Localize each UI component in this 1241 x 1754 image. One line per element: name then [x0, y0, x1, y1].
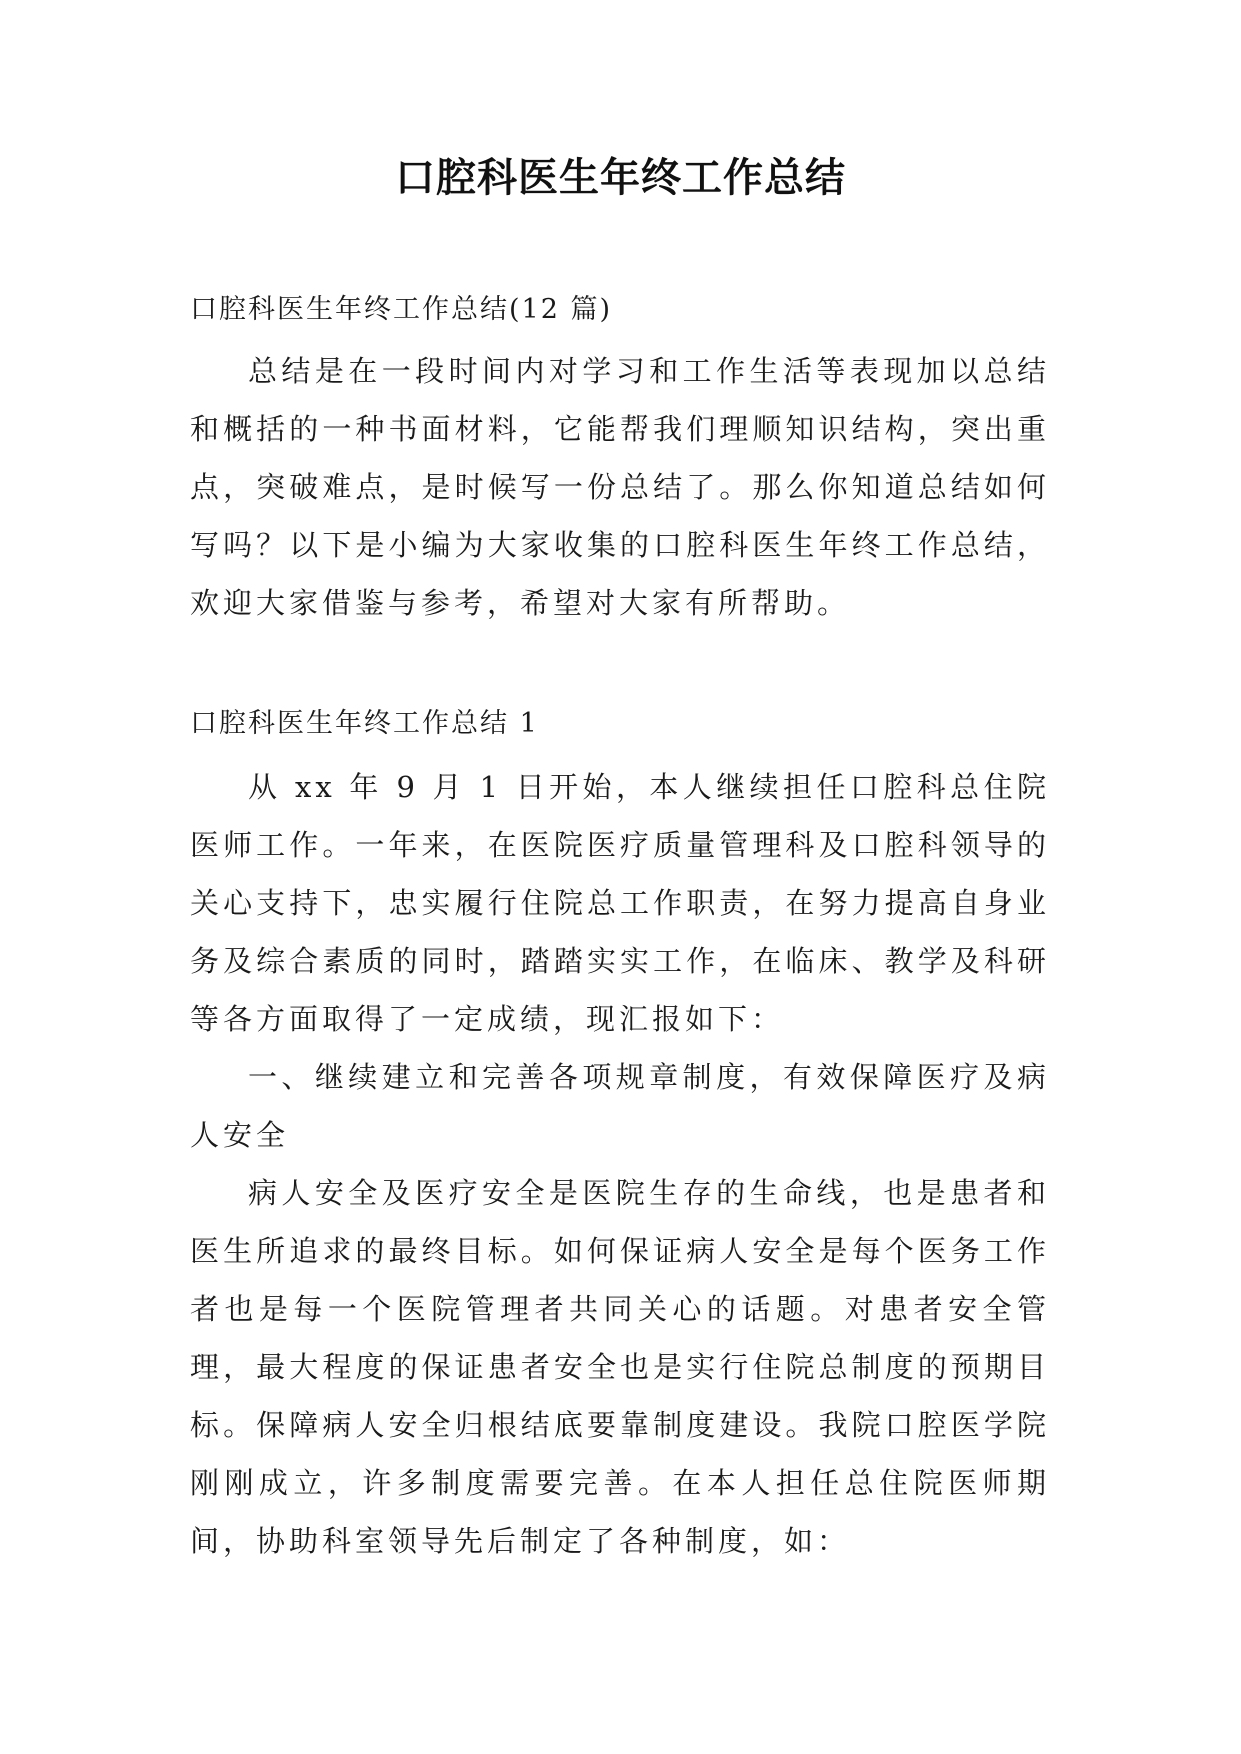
section-paragraph: 从 xx 年 9 月 1 日开始，本人继续担任口腔科总住院医师工作。一年来，在医院医疗质量管理科及口腔科领导的关心支持下，忠实履行住院总工作职责，在努力提高自身业务及综合素质的同时，踏踏实实工作，在临床、教学及科研等各方面取得了一定成绩，现汇报如下：	[190, 770, 1050, 1036]
intro-paragraph: 总结是在一段时间内对学习和工作生活等表现加以总结和概括的一种书面材料，它能帮我们理顺知识结构，突出重点，突破难点，是时候写一份总结了。那么你知道总结如何写吗？以下是小编为大家收集的口腔科医生年终工作总结，欢迎大家借鉴与参考，希望对大家有所帮助。	[190, 354, 1050, 620]
section-paragraph: 病人安全及医疗安全是医院生存的生命线，也是患者和医生所追求的最终目标。如何保证病人安全是每个医务工作者也是每一个医院管理者共同关心的话题。对患者安全管理，最大程度的保证患者安全也是实行住院总制度的预期目标。保障病人安全归根结底要靠制度建设。我院口腔医学院刚刚成立，许多制度需要完善。在本人担任总住院医师期间，协助科室领导先后制定了各种制度，如：	[190, 1176, 1050, 1558]
section-heading: 口腔科医生年终工作总结 1	[190, 708, 539, 739]
document-title: 口腔科医生年终工作总结	[395, 155, 846, 201]
document-subtitle: 口腔科医生年终工作总结(12 篇)	[190, 294, 613, 325]
intro-block	[190, 342, 1050, 632]
section-subheading: 一、继续建立和完善各项规章制度，有效保障医疗及病人安全	[190, 1060, 1050, 1152]
section-body	[190, 758, 1050, 1570]
